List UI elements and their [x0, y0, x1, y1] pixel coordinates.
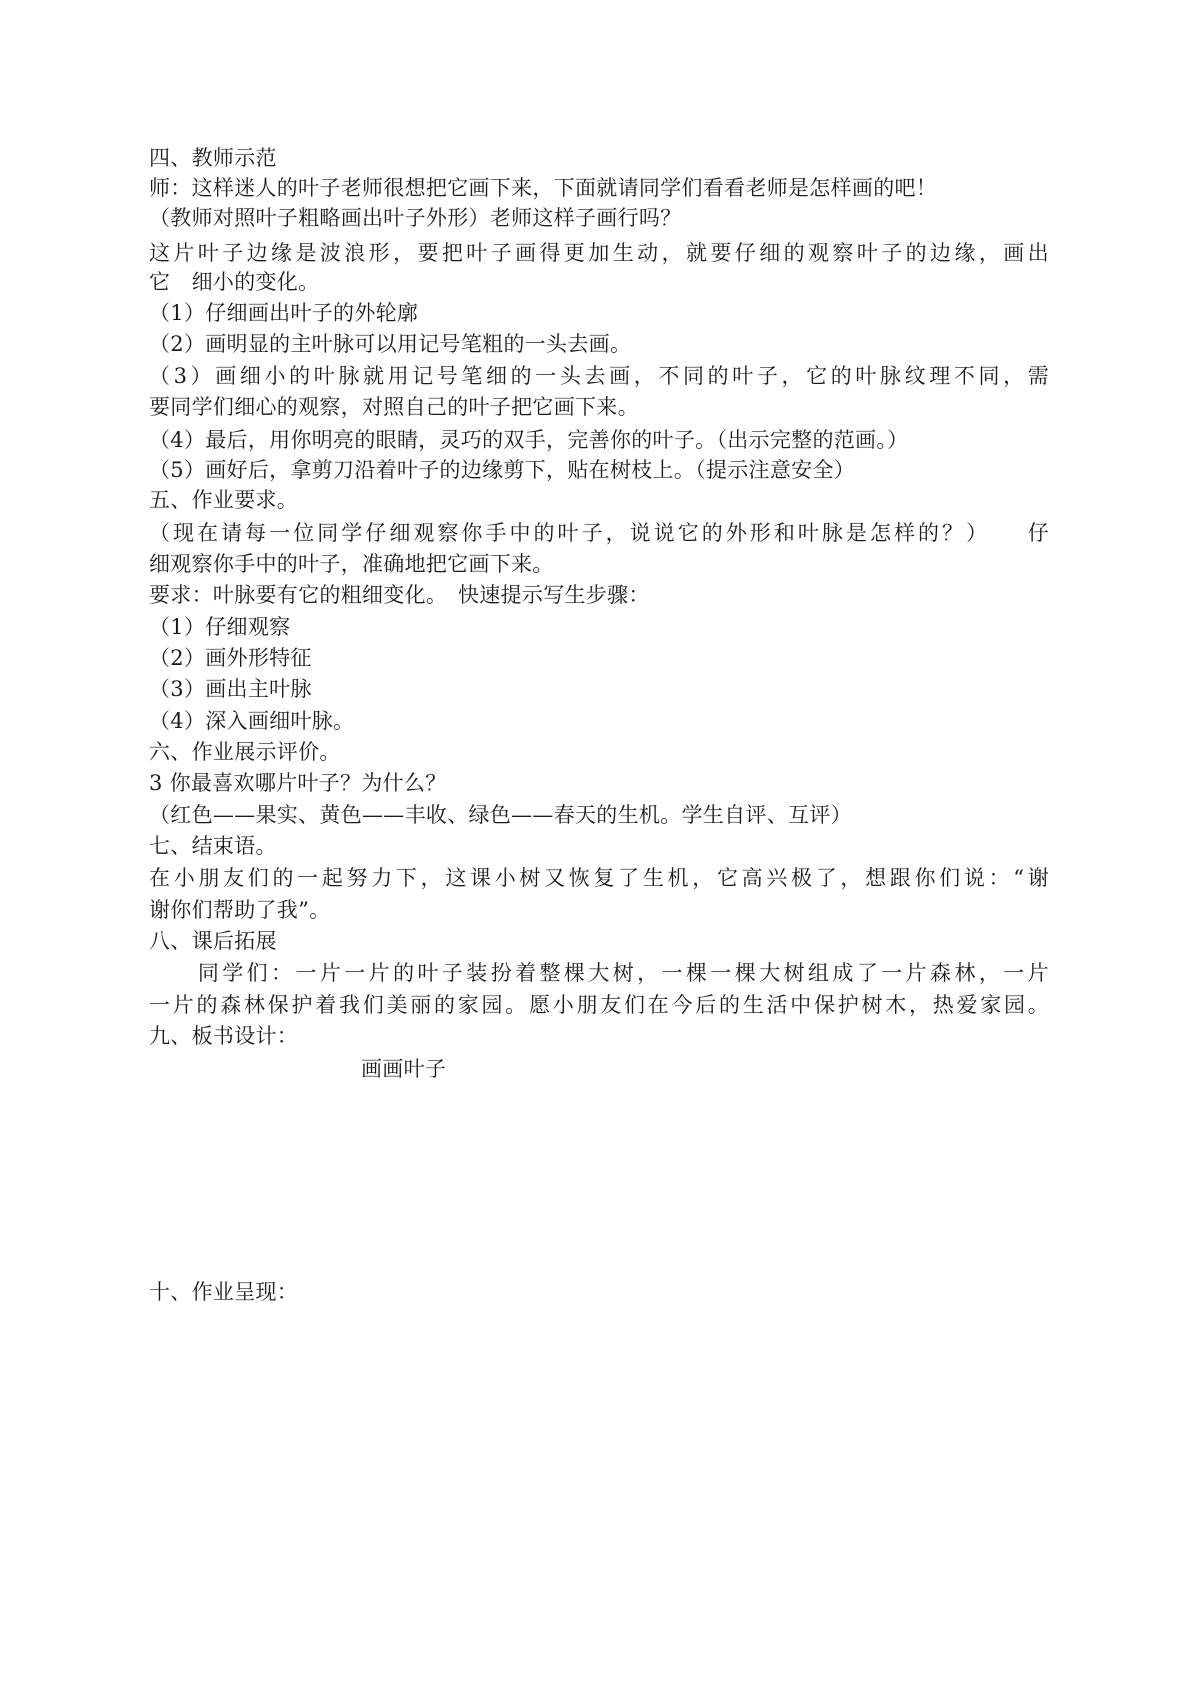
heading-homework-presentation: 十、作业呈现： — [149, 1280, 299, 1304]
heading-homework-requirements: 五、作业要求。 — [149, 488, 299, 512]
paragraph-line: 师：这样迷人的叶子老师很想把它画下来，下面就请同学们看看老师是怎样画的吧！ — [149, 176, 938, 200]
paragraph-line: 要同学们细心的观察，对照自己的叶子把它画下来。 — [149, 395, 639, 419]
paragraph-line: 这片叶子边缘是波浪形，要把叶子画得更加生动，就要仔细的观察叶子的边缘，画出 — [149, 241, 1049, 265]
paragraph-line: （红色——果实、黄色——丰收、绿色——春天的生机。学生自评、互评） — [149, 803, 852, 827]
heading-closing-remarks: 七、结束语。 — [149, 834, 277, 858]
list-item: （3）画出主叶脉 — [149, 677, 312, 701]
paragraph-line: 它 细小的变化。 — [149, 270, 320, 294]
list-item: （2）画明显的主叶脉可以用记号笔粗的一头去画。 — [149, 332, 632, 356]
paragraph-line: 一片的森林保护着我们美丽的家园。愿小朋友们在今后的生活中保护树木，热爱家园。 — [149, 993, 1049, 1017]
heading-teacher-demo: 四、教师示范 — [149, 146, 277, 170]
board-title: 画画叶子 — [361, 1057, 447, 1081]
list-item: （1）仔细画出叶子的外轮廓 — [149, 301, 419, 325]
paragraph-line: 在小朋友们的一起努力下，这课小树又恢复了生机，它高兴极了，想跟你们说：“谢 — [149, 866, 1049, 890]
paragraph-line: 要求：叶脉要有它的粗细变化。 快速提示写生步骤： — [149, 583, 650, 607]
list-item: （2）画外形特征 — [149, 646, 312, 670]
paragraph-line: 同学们：一片一片的叶子装扮着整棵大树，一棵一棵大树组成了一片森林，一片 — [149, 961, 1049, 985]
heading-homework-display: 六、作业展示评价。 — [149, 740, 341, 764]
paragraph-line: 谢你们帮助了我”。 — [149, 898, 331, 922]
paragraph-line: （现在请每一位同学仔细观察你手中的叶子，说说它的外形和叶脉是怎样的？） 仔 — [149, 521, 1049, 545]
paragraph-line: 3 你最喜欢哪片叶子？为什么？ — [149, 771, 447, 795]
list-item: （4）深入画细叶脉。 — [149, 709, 355, 733]
list-item: （1）仔细观察 — [149, 615, 291, 639]
paragraph-line: 细观察你手中的叶子，准确地把它画下来。 — [149, 552, 554, 576]
list-item: （3）画细小的叶脉就用记号笔细的一头去画，不同的叶子，它的叶脉纹理不同，需 — [149, 364, 1049, 388]
list-item: （4）最后，用你明亮的眼睛，灵巧的双手，完善你的叶子。（出示完整的范画。） — [149, 428, 909, 452]
list-item: （5）画好后，拿剪刀沿着叶子的边缘剪下，贴在树枝上。（提示注意安全） — [149, 458, 856, 482]
heading-after-class-extension: 八、课后拓展 — [149, 929, 277, 953]
paragraph-line: （教师对照叶子粗略画出叶子外形）老师这样子画行吗？ — [149, 206, 682, 230]
heading-board-design: 九、板书设计： — [149, 1024, 299, 1048]
